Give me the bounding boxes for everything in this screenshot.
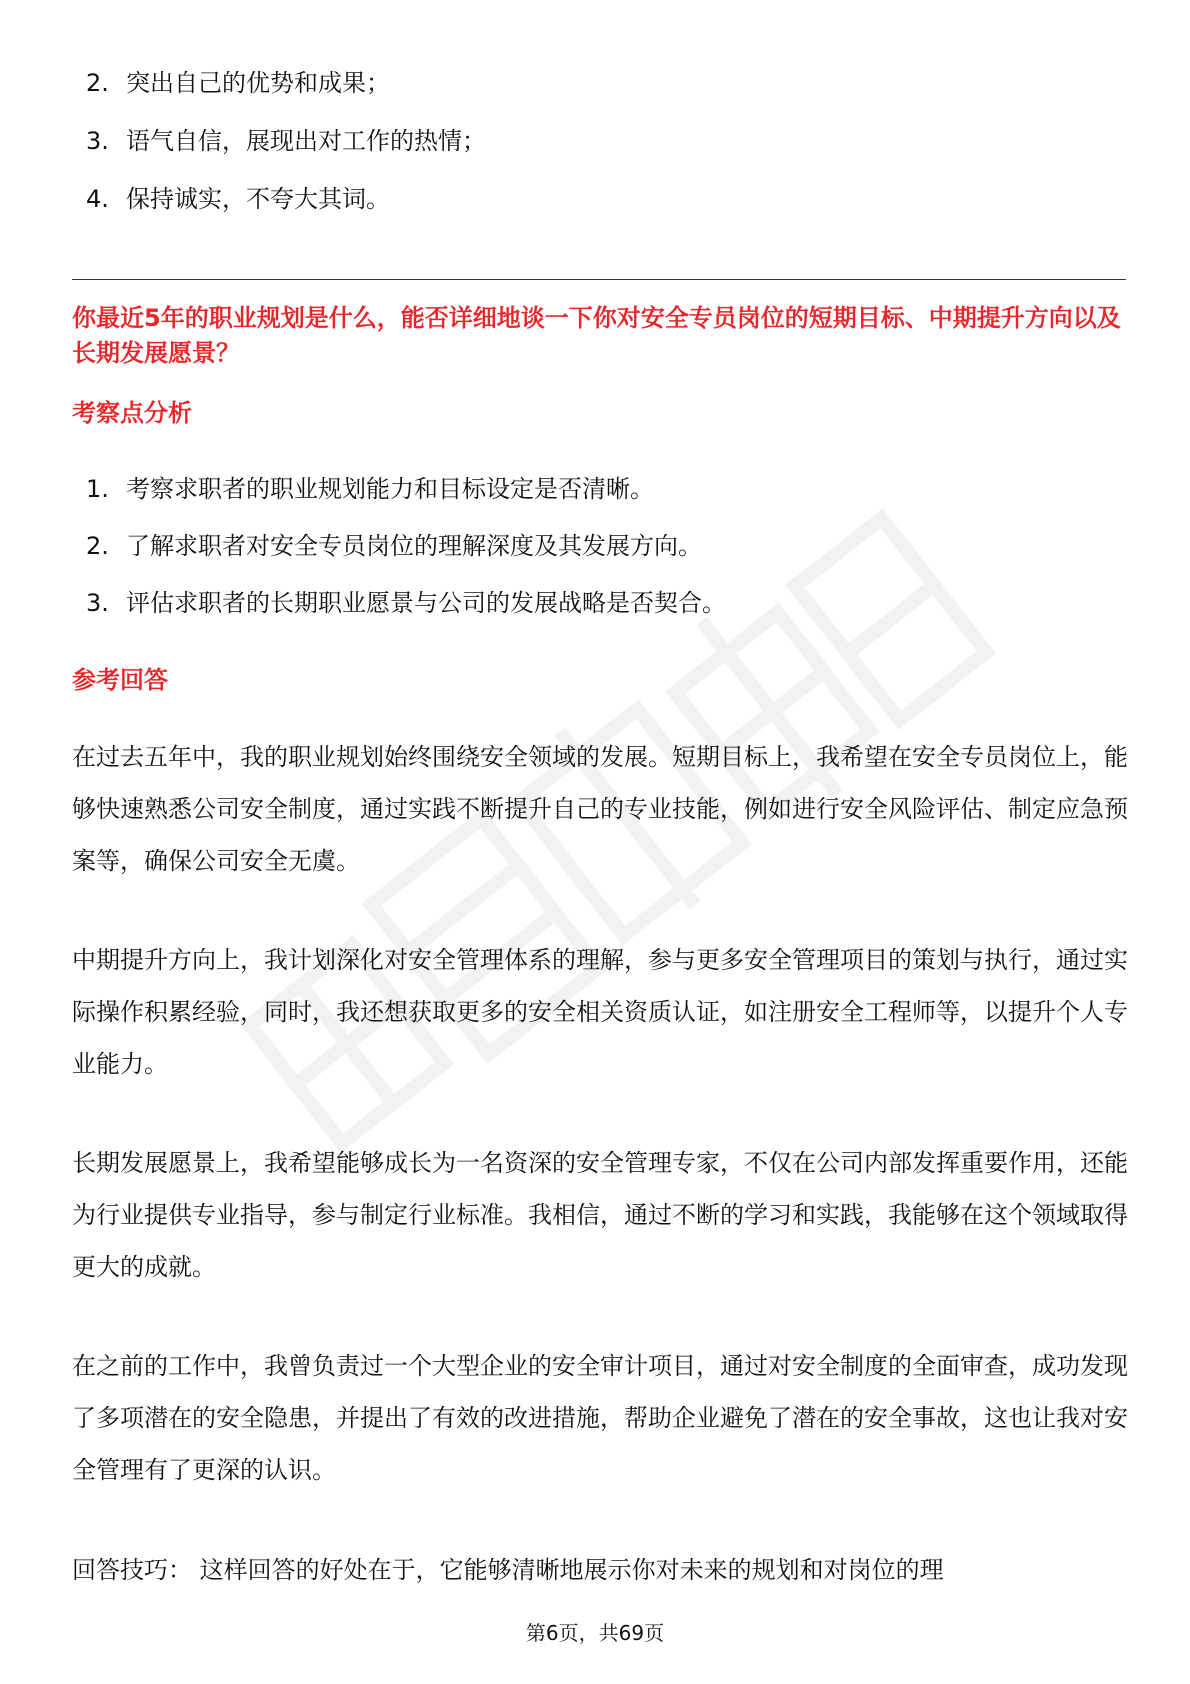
list-item-number: 4. [86, 185, 109, 213]
tips-list [86, 68, 486, 242]
list-item [86, 531, 726, 561]
answer-heading: 参考回答 [72, 666, 168, 694]
interview-question: 你最近5年的职业规划是什么，能否详细地谈一下你对安全专员岗位的短期目标、中期提升方向以及长期发展愿景？ [72, 304, 1121, 367]
answer-paragraph: 长期发展愿景上，我希望能够成长为一名资深的安全管理专家，不仅在公司内部发挥重要作用，还能为行业提供专业指导，参与制定行业标准。我相信，通过不断的学习和实践，我能够在这个领域取得更大的成就。 [72, 1149, 1128, 1281]
section-divider [72, 279, 1126, 280]
list-item-number: 1. [86, 475, 109, 503]
list-item [86, 126, 486, 156]
list-item-number: 2. [86, 532, 109, 560]
analysis-heading: 考察点分析 [72, 399, 192, 427]
list-item [86, 588, 726, 618]
list-item-text: 突出自己的优势和成果； [126, 69, 390, 97]
list-item-number: 3. [86, 127, 109, 155]
answer-paragraph: 在之前的工作中，我曾负责过一个大型企业的安全审计项目，通过对安全制度的全面审查，成功发现了多项潜在的安全隐患，并提出了有效的改进措施，帮助企业避免了潜在的安全事故，这也让我对安全管理有了更深的认识。 [72, 1352, 1128, 1484]
answer-tip-paragraph: 回答技巧： 这样回答的好处在于，它能够清晰地展示你对未来的规划和对岗位的理 [72, 1556, 944, 1584]
list-item-text: 了解求职者对安全专员岗位的理解深度及其发展方向。 [126, 532, 702, 560]
answer-paragraph: 中期提升方向上，我计划深化对安全管理体系的理解，参与更多安全管理项目的策划与执行，通过实际操作积累经验，同时，我还想获取更多的安全相关资质认证，如注册安全工程师等，以提升个人专业能力。 [72, 946, 1128, 1078]
list-item-text: 考察求职者的职业规划能力和目标设定是否清晰。 [126, 475, 654, 503]
list-item [86, 474, 726, 504]
analysis-list [86, 474, 726, 645]
answer-paragraph: 在过去五年中，我的职业规划始终围绕安全领域的发展。短期目标上，我希望在安全专员岗位上，能够快速熟悉公司安全制度，通过实践不断提升自己的专业技能，例如进行安全风险评估、制定应急预案等，确保公司安全无虞。 [72, 743, 1128, 875]
page-number-footer: 第6页，共69页 [525, 1621, 665, 1645]
list-item-number: 2. [86, 69, 109, 97]
list-item-number: 3. [86, 589, 109, 617]
list-item-text: 保持诚实，不夸大其词。 [126, 185, 390, 213]
list-item [86, 184, 486, 214]
list-item-text: 评估求职者的长期职业愿景与公司的发展战略是否契合。 [126, 589, 726, 617]
list-item-text: 语气自信，展现出对工作的热情； [126, 127, 486, 155]
list-item [86, 68, 486, 98]
